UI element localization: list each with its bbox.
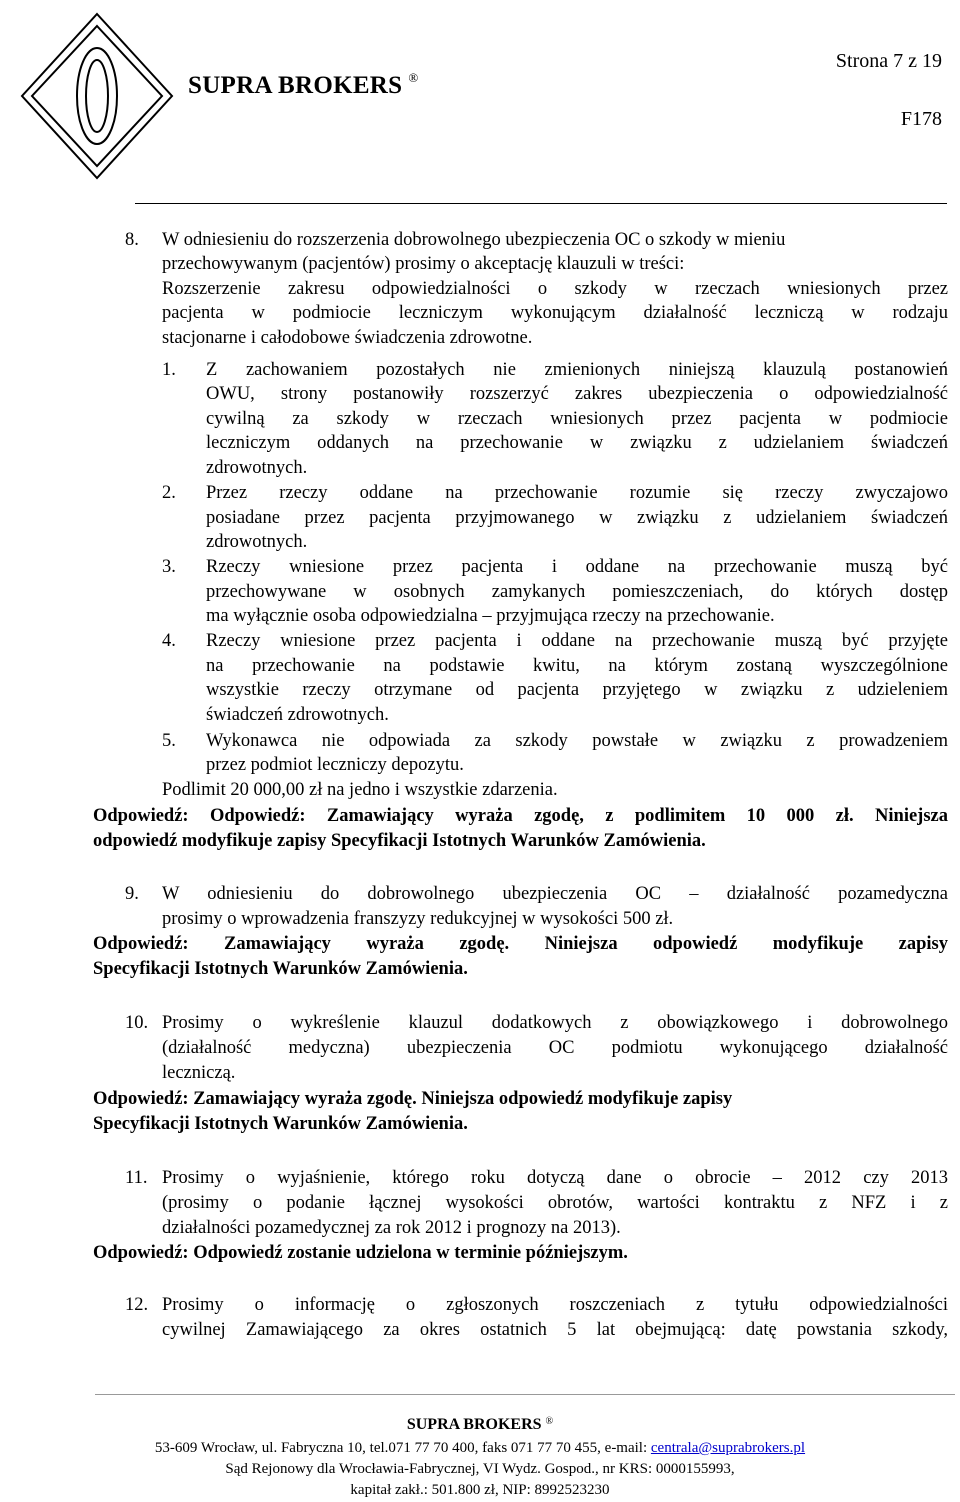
clause-item-line: wszystkie rzeczy otrzymane od pacjenta przyjętego w związku z udzieleniem	[206, 680, 948, 700]
answer-11-line: Odpowiedź: Odpowiedź zostanie udzielona w terminie późniejszym.	[93, 1243, 628, 1263]
question-11-line: działalności pozamedycznej za rok 2012 i prognozy na 2013).	[162, 1218, 621, 1238]
clause-item-line: Z zachowaniem pozostałych nie zmienionych niniejszą klauzulą postanowień	[206, 360, 948, 380]
question-10-number: 10.	[125, 1013, 149, 1033]
answer-8-line: odpowiedź modyfikuje zapisy Specyfikacji Istotnych Warunków Zamówienia.	[93, 831, 706, 851]
footer-registered-mark: ®	[545, 1416, 554, 1427]
clause-item-line: zdrowotnych.	[206, 532, 308, 552]
question-8-line: W odniesieniu do rozszerzenia dobrowolnego ubezpieczenia OC o szkody w mieniu	[162, 230, 786, 250]
clause-item-line: zdrowotnych.	[206, 458, 308, 478]
clause-item-line: Rzeczy wniesione przez pacjenta i oddane na przechowanie muszą być	[206, 557, 948, 577]
clause-item-line: przez podmiot leczniczy depozytu.	[206, 755, 464, 775]
question-9-number: 9.	[125, 884, 139, 904]
clause-item-line: przechowywane w osobnych zamykanych pomieszczeniach, do których dostęp	[206, 582, 948, 602]
question-9-line: W odniesieniu do dobrowolnego ubezpieczenia OC – działalność pozamedyczna	[162, 884, 948, 904]
clause-item-number: 1.	[162, 360, 176, 380]
clause-item-line: Przez rzeczy oddane na przechowanie rozumie się rzeczy zwyczajowo	[206, 483, 948, 503]
registered-mark: ®	[408, 70, 419, 85]
footer-email-link[interactable]: centrala@suprabrokers.pl	[650, 1440, 806, 1456]
question-12-number: 12.	[125, 1295, 149, 1315]
document-code: F178	[900, 108, 942, 130]
question-9-line: prosimy o wprowadzenia franszyzy redukcyjnej w wysokości 500 zł.	[162, 909, 674, 929]
footer-divider	[95, 1394, 955, 1395]
question-10-line: (działalność medyczna) ubezpieczenia OC podmiotu wykonującego działalność	[162, 1038, 948, 1058]
answer-10-line: Odpowiedź: Zamawiający wyraża zgodę. Niniejsza odpowiedź modyfikuje zapisy	[93, 1089, 733, 1109]
question-8-line: pacjenta w podmiocie leczniczym wykonującym działalność leczniczą w rodzaju	[162, 303, 948, 323]
question-10-line: Prosimy o wykreślenie klauzul dodatkowych z obowiązkowego i dobrowolnego	[162, 1013, 948, 1033]
company-logo	[12, 8, 182, 188]
footer-address: 53-609 Wrocław, ul. Fabryczna 10, tel.071 77 70 400, faks 071 77 70 455, e-mail: centrala@suprabrokers.pl	[154, 1440, 806, 1456]
answer-8-line: Odpowiedź: Odpowiedź: Zamawiający wyraża zgodę, z podlimitem 10 000 zł. Niniejsza	[93, 806, 948, 826]
footer-court: Sąd Rejonowy dla Wrocławia-Fabrycznej, VI Wydz. Gospod., nr KRS: 0000155993,	[225, 1461, 735, 1477]
clause-item-number: 5.	[162, 731, 176, 751]
brand-name: SUPRA BROKERS ®	[188, 70, 419, 99]
clause-item-line: Wykonawca nie odpowiada za szkody powstałe w związku z prowadzeniem	[206, 731, 948, 751]
question-10-line: leczniczą.	[162, 1063, 236, 1083]
clause-item-line: OWU, strony postanowiły rozszerzyć zakres ubezpieczenia o odpowiedzialność	[206, 384, 948, 404]
clause-item-number: 3.	[162, 557, 176, 577]
answer-10-line: Specyfikacji Istotnych Warunków Zamówienia.	[93, 1114, 468, 1134]
question-12-line: cywilnej Zamawiającego za okres ostatnich 5 lat obejmującą: datę powstania szkody,	[162, 1320, 948, 1340]
answer-9-line: Specyfikacji Istotnych Warunków Zamówienia.	[93, 959, 468, 979]
clause-item-line: leczniczym oddanych na przechowanie w związku z udzielaniem świadczeń	[206, 433, 948, 453]
footer-capital: kapitał zakł.: 501.800 zł, NIP: 8992523230	[350, 1482, 610, 1498]
question-11-number: 11.	[125, 1168, 148, 1188]
clause-item-line: posiadane przez pacjenta przyjmowanego w związku z udzielaniem świadczeń	[206, 508, 948, 528]
question-8-line: stacjonarne i całodobowe świadczenia zdrowotne.	[162, 328, 533, 348]
clause-item-line: ma wyłącznie osoba odpowiedzialna – przyjmująca rzeczy na przechowanie.	[206, 606, 775, 626]
question-11-line: (prosimy o podanie łącznej wysokości obrotów, wartości kontraktu z NFZ i z	[162, 1193, 948, 1213]
answer-9-line: Odpowiedź: Zamawiający wyraża zgodę. Niniejsza odpowiedź modyfikuje zapisy	[93, 934, 948, 954]
sublimit-text: Podlimit 20 000,00 zł na jedno i wszystkie zdarzenia.	[162, 780, 558, 800]
footer-brand: SUPRA BROKERS ®	[406, 1416, 554, 1433]
clause-item-number: 4.	[162, 631, 176, 651]
question-8-number: 8.	[125, 230, 139, 250]
header-divider	[135, 203, 947, 204]
clause-item-line: na przechowanie na podstawie kwitu, na którym zostaną wyszczególnione	[206, 656, 948, 676]
question-11-line: Prosimy o wyjaśnienie, którego roku dotyczą dane o obrocie – 2012 czy 2013	[162, 1168, 948, 1188]
question-12-line: Prosimy o informację o zgłoszonych roszczeniach z tytułu odpowiedzialności	[162, 1295, 948, 1315]
clause-item-line: świadczeń zdrowotnych.	[206, 705, 389, 725]
clause-item-number: 2.	[162, 483, 176, 503]
question-8-line: Rozszerzenie zakresu odpowiedzialności o szkody w rzeczach wniesionych przez	[162, 279, 948, 299]
page-number: Strona 7 z 19	[835, 50, 942, 72]
clause-item-line: cywilną za szkody w rzeczach wniesionych przez pacjenta w podmiocie	[206, 409, 948, 429]
clause-item-line: Rzeczy wniesione przez pacjenta i oddane na przechowanie muszą być przyjęte	[206, 631, 948, 651]
question-8-line: przechowywanym (pacjentów) prosimy o akceptację klauzuli w treści:	[162, 254, 685, 274]
